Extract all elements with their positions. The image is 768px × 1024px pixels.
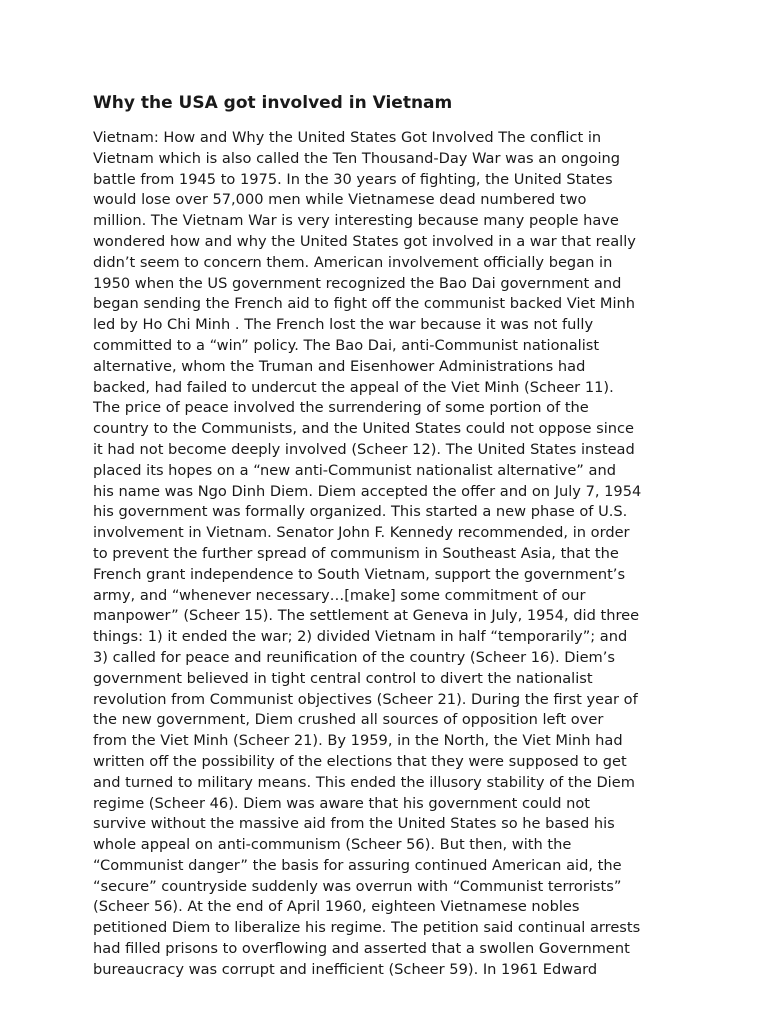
body-line: regime (Scheer 46). Diem was aware that his government could not [93,794,591,812]
body-line: would lose over 57,000 men while Vietnamese dead numbered two [93,191,587,209]
body-line: country to the Communists, and the United States could not oppose since [93,420,634,438]
body-line: began sending the French aid to fight off the communist backed Viet Minh [93,295,635,313]
body-line: placed its hopes on a “new anti-Communist nationalist alternative” and [93,461,616,479]
body-line: the new government, Diem crushed all sources of opposition left over [93,711,604,729]
body-line: and turned to military means. This ended the illusory stability of the Diem [93,773,635,791]
body-line: bureaucracy was corrupt and inefficient (Scheer 59). In 1961 Edward [93,960,598,978]
body-line: committed to a “win” policy. The Bao Dai, anti-Communist nationalist [93,336,600,354]
body-line: his name was Ngo Dinh Diem. Diem accepted the offer and on July 7, 1954 [93,482,642,500]
body-line: The price of peace involved the surrendering of some portion of the [93,399,589,417]
body-line: led by Ho Chi Minh . The French lost the war because it was not fully [93,316,594,334]
body-line: didn’t seem to concern them. American involvement officially began in [93,253,613,271]
body-line: things: 1) it ended the war; 2) divided Vietnam in half “temporarily”; and [93,628,628,646]
body-line: French grant independence to South Vietnam, support the government’s [93,565,626,583]
body-line: survive without the massive aid from the United States so he based his [93,815,615,833]
body-line: battle from 1945 to 1975. In the 30 years of fighting, the United States [93,170,613,188]
body-line: Vietnam which is also called the Ten Thousand-Day War was an ongoing [93,149,621,167]
body-line: whole appeal on anti-communism (Scheer 56). But then, with the [93,836,572,854]
body-line: government believed in tight central control to divert the nationalist [93,669,593,687]
body-line: 3) called for peace and reunification of the country (Scheer 16). Diem’s [93,648,616,666]
body-line: from the Viet Minh (Scheer 21). By 1959, in the North, the Viet Minh had [93,732,623,750]
body-line: Vietnam: How and Why the United States Got Involved The conflict in [93,129,602,146]
body-line: wondered how and why the United States got involved in a war that really [93,232,636,250]
body-line: revolution from Communist objectives (Scheer 21). During the first year of [93,690,638,708]
body-line: (Scheer 56). At the end of April 1960, eighteen Vietnamese nobles [93,898,580,916]
body-line: alternative, whom the Truman and Eisenhower Administrations had [93,357,586,375]
body-line: million. The Vietnam War is very interesting because many people have [93,212,619,230]
body-line: his government was formally organized. This started a new phase of U.S. [93,503,628,521]
body-line: 1950 when the US government recognized the Bao Dai government and [93,274,622,292]
document-body [93,128,641,981]
body-line: “Communist danger” the basis for assuring continued American aid, the [93,856,622,874]
body-line: “secure” countryside suddenly was overrun with “Communist terrorists” [93,877,622,895]
body-line: backed, had failed to undercut the appeal of the Viet Minh (Scheer 11). [93,378,614,396]
body-line: written off the possibility of the elections that they were supposed to get [93,752,627,770]
body-line: petitioned Diem to liberalize his regime. The petition said continual arrests [93,919,641,937]
body-line: it had not become deeply involved (Scheer 12). The United States instead [93,440,635,458]
body-line: army, and “whenever necessary…[make] some commitment of our [93,586,586,604]
body-line: to prevent the further spread of communism in Southeast Asia, that the [93,544,619,562]
body-line: involvement in Vietnam. Senator John F. Kennedy recommended, in order [93,524,630,542]
body-line: had filled prisons to overflowing and asserted that a swollen Government [93,940,630,958]
body-line: manpower” (Scheer 15). The settlement at Geneva in July, 1954, did three [93,607,640,625]
document-title: Why the USA got involved in Vietnam [93,93,453,113]
